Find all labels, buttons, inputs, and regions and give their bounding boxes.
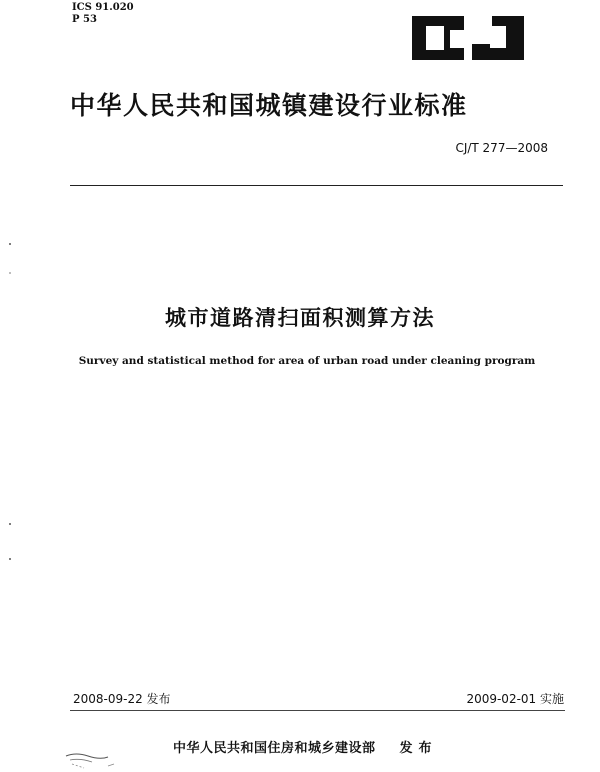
ccs-code: P 53 xyxy=(72,14,97,25)
library-stamp-mark xyxy=(62,750,122,772)
scan-speck xyxy=(9,558,11,560)
standard-category-title: 中华人民共和国城镇建设行业标准 xyxy=(70,91,468,120)
issuer-line xyxy=(173,737,438,756)
document-english-title: Survey and statistical method for area of urban road under cleaning program xyxy=(78,355,536,367)
release-date: 2008-09-22 发布 xyxy=(73,692,171,706)
issuer-name: 中华人民共和国住房和城乡建设部 xyxy=(173,741,376,756)
scan-speck xyxy=(9,243,11,245)
header-divider xyxy=(70,185,563,186)
cj-logo xyxy=(408,12,528,64)
classification-codes xyxy=(72,2,134,26)
issuer-verb: 发布 xyxy=(399,741,438,756)
standard-number: CJ/T 277—2008 xyxy=(455,141,548,155)
scan-speck xyxy=(9,523,11,525)
implementation-date: 2009-02-01 实施 xyxy=(466,692,564,706)
document-title: 城市道路清扫面积测算方法 xyxy=(165,306,435,330)
scan-speck xyxy=(9,272,11,274)
footer-divider xyxy=(70,710,565,711)
ics-code: ICS 91.020 xyxy=(72,2,134,13)
